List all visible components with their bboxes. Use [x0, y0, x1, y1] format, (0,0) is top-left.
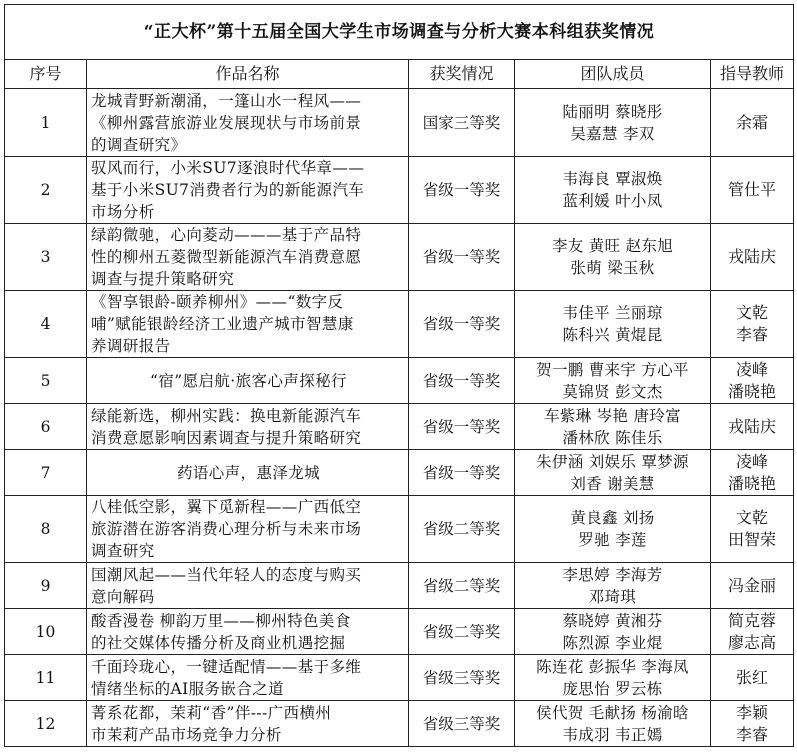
advisor-name: 李睿	[735, 724, 768, 744]
award-table	[4, 4, 794, 747]
team-members-cell	[515, 496, 711, 563]
team-members-cell	[515, 157, 711, 224]
work-name-line: 旅游潜在游客消费心理分析与未来市场	[91, 520, 362, 538]
row-number: 2	[5, 157, 87, 224]
advisor-cell	[711, 404, 794, 450]
work-name-line: 八桂低空影，翼下觅新程——广西低空	[91, 498, 362, 516]
work-name-cell	[87, 224, 409, 291]
header-advisor: 指导教师	[711, 60, 794, 89]
advisor-name: 凌峰	[735, 451, 768, 471]
row-number: 7	[5, 450, 87, 496]
award-table-container	[4, 4, 793, 747]
header-work-name: 作品名称	[87, 60, 409, 89]
team-members-cell	[515, 655, 711, 701]
advisor-cell	[711, 701, 794, 747]
team-members-line: 侯代贺 毛献扬 杨渝晗	[536, 703, 689, 722]
work-name-cell	[87, 563, 409, 609]
advisor-name: 文乾	[735, 508, 768, 527]
team-members-cell	[515, 358, 711, 404]
team-members-line: 吴嘉慧 李双	[570, 124, 655, 143]
award-cell: 省级一等奖	[409, 358, 515, 404]
team-members-cell	[515, 701, 711, 747]
table-body	[5, 89, 794, 747]
team-members-line: 韦成羽 韦正嫣	[562, 725, 663, 744]
table-title: “正大杯”第十五届全国大学生市场调查与分析大赛本科组获奖情况	[5, 5, 794, 60]
work-name-line: 菁系花都，茉莉“香”伴---广西横州	[91, 703, 332, 722]
team-members-line: 张萌 梁玉秋	[570, 259, 655, 277]
team-members-line: 蓝利媛 叶小凤	[562, 192, 663, 210]
advisor-name: 管仕平	[727, 180, 776, 199]
work-name-line: 哺”赋能银龄经济工业遗产城市智慧康	[91, 315, 354, 333]
advisor-cell	[711, 609, 794, 655]
award-cell: 国家三等奖	[409, 89, 515, 157]
work-name-line: 调查与提升策略研究	[91, 270, 235, 288]
work-name-cell	[87, 655, 409, 701]
advisor-cell	[711, 496, 794, 563]
table-row	[5, 701, 794, 747]
advisor-cell	[711, 450, 794, 496]
team-members-line: 陈科兴 黄焜昆	[562, 326, 663, 344]
award-cell: 省级二等奖	[409, 609, 515, 655]
row-number: 3	[5, 224, 87, 291]
row-number: 10	[5, 609, 87, 655]
work-name-line: 酸香漫卷 柳韵万里——柳州特色美食	[91, 611, 351, 630]
advisor-name: 戎陆庆	[727, 416, 776, 436]
advisor-name: 冯金丽	[727, 575, 776, 595]
award-cell: 省级一等奖	[409, 291, 515, 358]
work-name-line: 国潮风起——当代年轻人的态度与购买	[91, 565, 362, 584]
work-name-line: 《柳州露营旅游业发展现状与市场前景	[91, 113, 362, 132]
work-name-line: 绿能新选，柳州实践：换电新能源汽车	[91, 406, 362, 425]
work-name-line: 养调研报告	[91, 337, 171, 355]
work-name-line: 药语心声，惠泽龙城	[176, 463, 321, 482]
work-name-line: 绿韵微驰，心向菱动———基于产品特	[91, 226, 362, 244]
advisor-cell	[711, 157, 794, 224]
work-name-cell	[87, 358, 409, 404]
row-number: 11	[5, 655, 87, 701]
advisor-name: 廖志高	[727, 632, 776, 652]
table-row	[5, 157, 794, 224]
award-cell: 省级一等奖	[409, 157, 515, 224]
work-name-line: 千面玲珑心，一键适配情——基于多维	[91, 657, 362, 676]
advisor-name: 田智荣	[727, 530, 776, 549]
work-name-line: 的调查研究》	[91, 135, 187, 154]
team-members-cell	[515, 404, 711, 450]
team-members-line: 邓琦琪	[588, 587, 637, 606]
table-row	[5, 291, 794, 358]
header-award: 获奖情况	[409, 60, 515, 89]
team-members-line: 刘香 谢美慧	[570, 474, 655, 493]
advisor-name: 李颖	[735, 702, 768, 722]
table-row	[5, 404, 794, 450]
award-cell: 省级三等奖	[409, 655, 515, 701]
team-members-cell	[515, 89, 711, 157]
work-name-line: 情绪坐标的AI服务嵌合之道	[91, 679, 285, 698]
work-name-line: 市茉莉产品市场竞争力分析	[91, 725, 282, 744]
header-team: 团队成员	[515, 60, 711, 89]
team-members-cell	[515, 450, 711, 496]
work-name-line: 消费意愿影响因素调查与提升策略研究	[91, 428, 362, 447]
team-members-line: 陈连花 彭振华 李海凤	[536, 657, 689, 676]
work-name-cell	[87, 404, 409, 450]
work-name-line: 《智享银龄-颐养柳州》——“数字反	[91, 293, 344, 311]
work-name-line: 基于小米SU7消费者行为的新能源汽车	[91, 181, 365, 199]
advisor-name: 潘晓艳	[727, 473, 776, 493]
table-row	[5, 563, 794, 609]
award-cell: 省级一等奖	[409, 224, 515, 291]
work-name-line: 调查研究	[91, 542, 155, 560]
team-members-line: 黄良鑫 刘扬	[570, 509, 655, 527]
team-members-cell	[515, 609, 711, 655]
table-row	[5, 609, 794, 655]
advisor-cell	[711, 563, 794, 609]
advisor-name: 简克蓉	[727, 610, 776, 630]
team-members-line: 车紫琳 岑艳 唐玲富	[544, 406, 681, 425]
advisor-name: 潘晓艳	[727, 381, 776, 401]
row-number: 12	[5, 701, 87, 747]
table-row	[5, 224, 794, 291]
work-name-cell	[87, 609, 409, 655]
advisor-name: 张红	[735, 667, 768, 687]
award-cell: 省级二等奖	[409, 496, 515, 563]
team-members-line: 贺一鹏 曹来宇 方心平	[536, 360, 689, 379]
work-name-cell	[87, 450, 409, 496]
header-number: 序号	[5, 60, 87, 89]
team-members-line: 蔡晓婷 黄湘芬	[562, 611, 663, 630]
row-number: 9	[5, 563, 87, 609]
team-members-line: 陆丽明 蔡晓彤	[562, 102, 663, 121]
table-row	[5, 450, 794, 496]
work-name-line: “宿”愿启航·旅客心声探秘行	[150, 371, 347, 390]
work-name-cell	[87, 701, 409, 747]
advisor-name: 文乾	[735, 303, 768, 322]
advisor-cell	[711, 89, 794, 157]
team-members-line: 韦佳平 兰丽琼	[562, 304, 663, 322]
award-cell: 省级二等奖	[409, 563, 515, 609]
team-members-cell	[515, 224, 711, 291]
table-row	[5, 89, 794, 157]
advisor-cell	[711, 358, 794, 404]
table-row	[5, 496, 794, 563]
team-members-line: 庞思怡 罗云栋	[562, 679, 663, 698]
team-members-line: 李思婷 李海芳	[562, 565, 663, 584]
work-name-line: 性的柳州五菱微型新能源汽车消费意愿	[91, 248, 362, 266]
table-row	[5, 358, 794, 404]
advisor-cell	[711, 291, 794, 358]
work-name-cell	[87, 89, 409, 157]
team-members-line: 莫锦贤 彭文杰	[562, 382, 663, 401]
team-members-line: 韦海良 覃淑焕	[562, 170, 663, 188]
team-members-line: 李友 黄旺 赵东旭	[551, 237, 674, 255]
work-name-cell	[87, 496, 409, 563]
row-number: 5	[5, 358, 87, 404]
award-cell: 省级一等奖	[409, 404, 515, 450]
work-name-line: 驭风而行，小米SU7逐浪时代华章——	[91, 159, 365, 177]
work-name-line: 意向解码	[91, 587, 155, 606]
row-number: 4	[5, 291, 87, 358]
advisor-name: 李睿	[735, 325, 768, 344]
advisor-cell	[711, 655, 794, 701]
team-members-line: 潘林欣 陈佳乐	[562, 428, 663, 447]
award-cell: 省级一等奖	[409, 450, 515, 496]
award-cell: 省级三等奖	[409, 701, 515, 747]
work-name-line: 龙城青野新潮涌，一篷山水一程风——	[91, 91, 362, 110]
row-number: 8	[5, 496, 87, 563]
advisor-cell	[711, 224, 794, 291]
team-members-line: 罗驰 李莲	[578, 531, 647, 549]
work-name-line: 的社交媒体传播分析及商业机遇挖掘	[91, 633, 346, 652]
advisor-name: 余霜	[735, 112, 768, 132]
team-members-line: 朱伊涵 刘娱乐 覃梦源	[536, 452, 689, 471]
work-name-cell	[87, 291, 409, 358]
team-members-cell	[515, 291, 711, 358]
team-members-line: 陈烈源 李业焜	[562, 633, 663, 652]
advisor-name: 戎陆庆	[727, 247, 776, 266]
row-number: 1	[5, 89, 87, 157]
row-number: 6	[5, 404, 87, 450]
advisor-name: 凌峰	[735, 359, 768, 379]
work-name-line: 市场分析	[91, 203, 155, 221]
team-members-cell	[515, 563, 711, 609]
table-row	[5, 655, 794, 701]
work-name-cell	[87, 157, 409, 224]
